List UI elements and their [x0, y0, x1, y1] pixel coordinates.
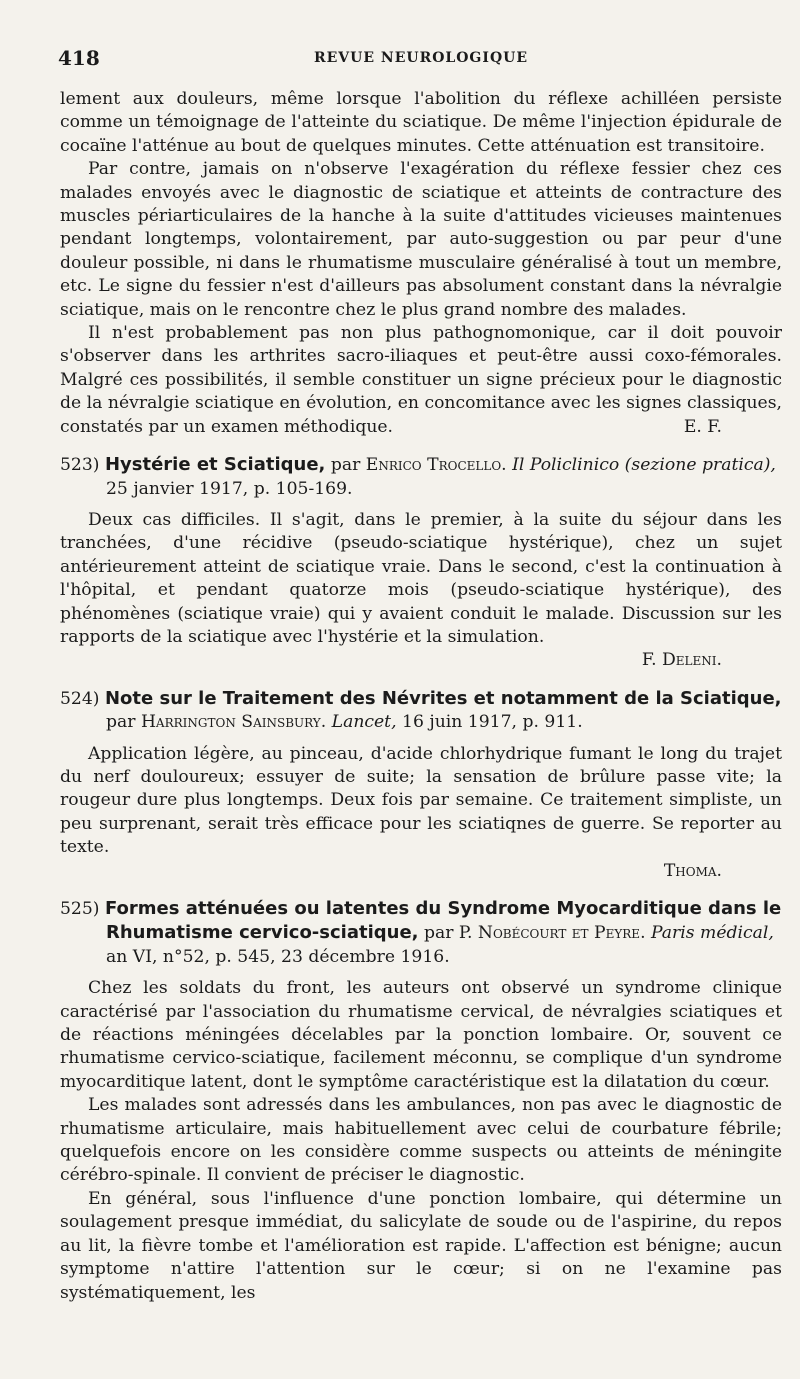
abstract-author: P. Nobécourt et Peyre: [458, 923, 641, 944]
page-body: [60, 88, 782, 1305]
abstract-525-body: Chez les soldats du front, les auteurs ont observé un syndrome clinique caractérisé par l'association du rhumatisme cervical, de névralgies sciatiques et de réactions méningées décelables par la ponction lombaire. Or, souvent ce rhumatisme cervico-sciatique, facilement méconnu, se complique d'un syndrome myocarditique latent, dont le symptôme caractéristique est la dilatation du cœur.: [60, 978, 782, 1092]
page-number: 418: [58, 46, 100, 70]
abstract-number: 524): [60, 688, 100, 709]
abstract-524-signature: Thoma.: [663, 860, 722, 881]
abstract-524-body: Application légère, au pinceau, d'acide chlorhydrique fumant le long du trajet du nerf douloureux; essuyer de suite; la sensation de brûlure passe vite; la rougeur dure plus longtemps. Deux fois par semaine. Ce traitement simpliste, un peu surprenant, serait très efficace pour les sciatiqnes de guerre. Se reporter au texte.: [60, 743, 782, 858]
abstract-523-heading: 523) Hystérie et Sciatique, par Enrico Trocello. Il Policlinico (sezione pratica), 25 janvier 1917, p. 105-169.: [60, 454, 776, 499]
continuation-paragraph-2: Par contre, jamais on n'observe l'exagération du réflexe fessier chez ces malades envoyés avec le diagnostic de sciatique et atteints de contracture des muscles périarticulaires de la hanche à la suite d'attitudes vicieuses maintenues pendant longtemps, volontairement, par auto-suggestion ou par peur d'une douleur possible, ni dans le rhumatisme musculaire généralisé à tout un membre, etc. Le signe du fessier n'est d'ailleurs pas absolument constant dans la névralgie sciatique, mais on le rencontre chez le plus grand nombre des malades.: [60, 159, 782, 320]
page: [60, 46, 782, 1305]
abstract-523-signature: F. Deleni.: [641, 650, 722, 671]
continuation-paragraph-1: lement aux douleurs, même lorsque l'abolition du réflexe achilléen persiste comme un témoignage de l'atteinte du sciatique. De même l'injection épidurale de cocaïne l'atténue au bout de quelques minutes. Cette atténuation est transitoire.: [60, 89, 782, 156]
abstract-525-heading: 525) Formes atténuées ou latentes du Syndrome Myocarditique dans le Rhumatisme cervico-sciatique, par P. Nobécourt et Peyre. Paris médical, an VI, n°52, p. 545, 23 décembre 1916.: [60, 898, 782, 967]
abstract-525-body-3: En général, sous l'influence d'une ponction lombaire, qui détermine un soulagement presque immédiat, du salicylate de soude ou de l'aspirine, du repos au lit, la fièvre tombe et l'amélioration est rapide. L'affection est bénigne; aucun symptome n'attire l'attention sur le cœur; si on ne l'examine pas systématiquement, les: [60, 1188, 782, 1303]
abstract-source: Lancet,: [331, 712, 397, 733]
abstract-by: par: [423, 923, 454, 944]
abstract-525-body-2: Les malades sont adressés dans les ambulances, non pas avec le diagnostic de rhumatisme articulaire, mais habituellement avec celui de courbature fébrile; quelquefois encore on les considère comme suspects ou atteints de méningite cérébro-spinale. Il convient de préciser le diagnostic.: [60, 1095, 782, 1186]
continuation-paragraph-3-text: Il n'est probablement pas non plus pathognomonique, car il doit pouvoir s'observer dans les arthrites sacro-iliaques et peut-être aussi coxo-fémorales. Malgré ces possibilités, il semble constituer un signe précieux pour le diagnostic de la névralgie sciatique en évolution, en concomitance avec les signes classiques, constatés par un examen méthodique.: [60, 323, 782, 437]
abstract-523-body: Deux cas difficiles. Il s'agit, dans le premier, à la suite du séjour dans les tranchées, d'une récidive (pseudo-sciatique hystérique), chez un sujet antérieurement atteint de sciatique vraie. Dans le second, c'est la continuation à l'hôpital, et pendant quatorze mois (pseudo-sciatique hystérique), des phénomènes (sciatique vraie) qui y avaient conduit le malade. Discussion sur les rapports de la sciatique avec l'hystérie et la simulation.: [60, 509, 782, 647]
abstract-title: Formes atténuées ou latentes du Syndrome Myocarditique dans le Rhumatisme cervico-sciatique,: [104, 898, 782, 944]
abstract-date: an VI, n°52, p. 545, 23 décembre 1916.: [106, 946, 450, 967]
continuation-paragraph-3: [60, 322, 782, 439]
abstract-author: Harrington Sainsbury: [140, 712, 321, 733]
abstract-date: 16 juin 1917, p. 911.: [402, 712, 583, 733]
abstract-source: Il Policlinico (sezione pratica),: [512, 455, 776, 476]
abstract-title: Note sur le Traitement des Névrites et notamment de la Sciatique,: [104, 687, 782, 709]
abstract-by: par: [106, 712, 136, 733]
abstract-number: 523): [60, 455, 100, 476]
abstract-by: par: [330, 455, 361, 476]
abstract-source: Paris médical,: [651, 923, 774, 944]
abstract-date: 25 janvier 1917, p. 105-169.: [106, 478, 353, 499]
abstract-author: Enrico Trocello: [365, 455, 502, 476]
abstract-number: 525): [60, 899, 100, 919]
abstract-524-heading: 524) Note sur le Traitement des Névrites et notamment de la Sciatique, par Harrington Sainsbury. Lancet, 16 juin 1917, p. 911.: [60, 687, 782, 733]
page-header: [60, 46, 782, 76]
running-title: REVUE NEUROLOGIQUE: [313, 50, 529, 66]
continuation-signature: E. F.: [683, 416, 722, 437]
abstract-title: Hystérie et Sciatique,: [104, 454, 326, 476]
